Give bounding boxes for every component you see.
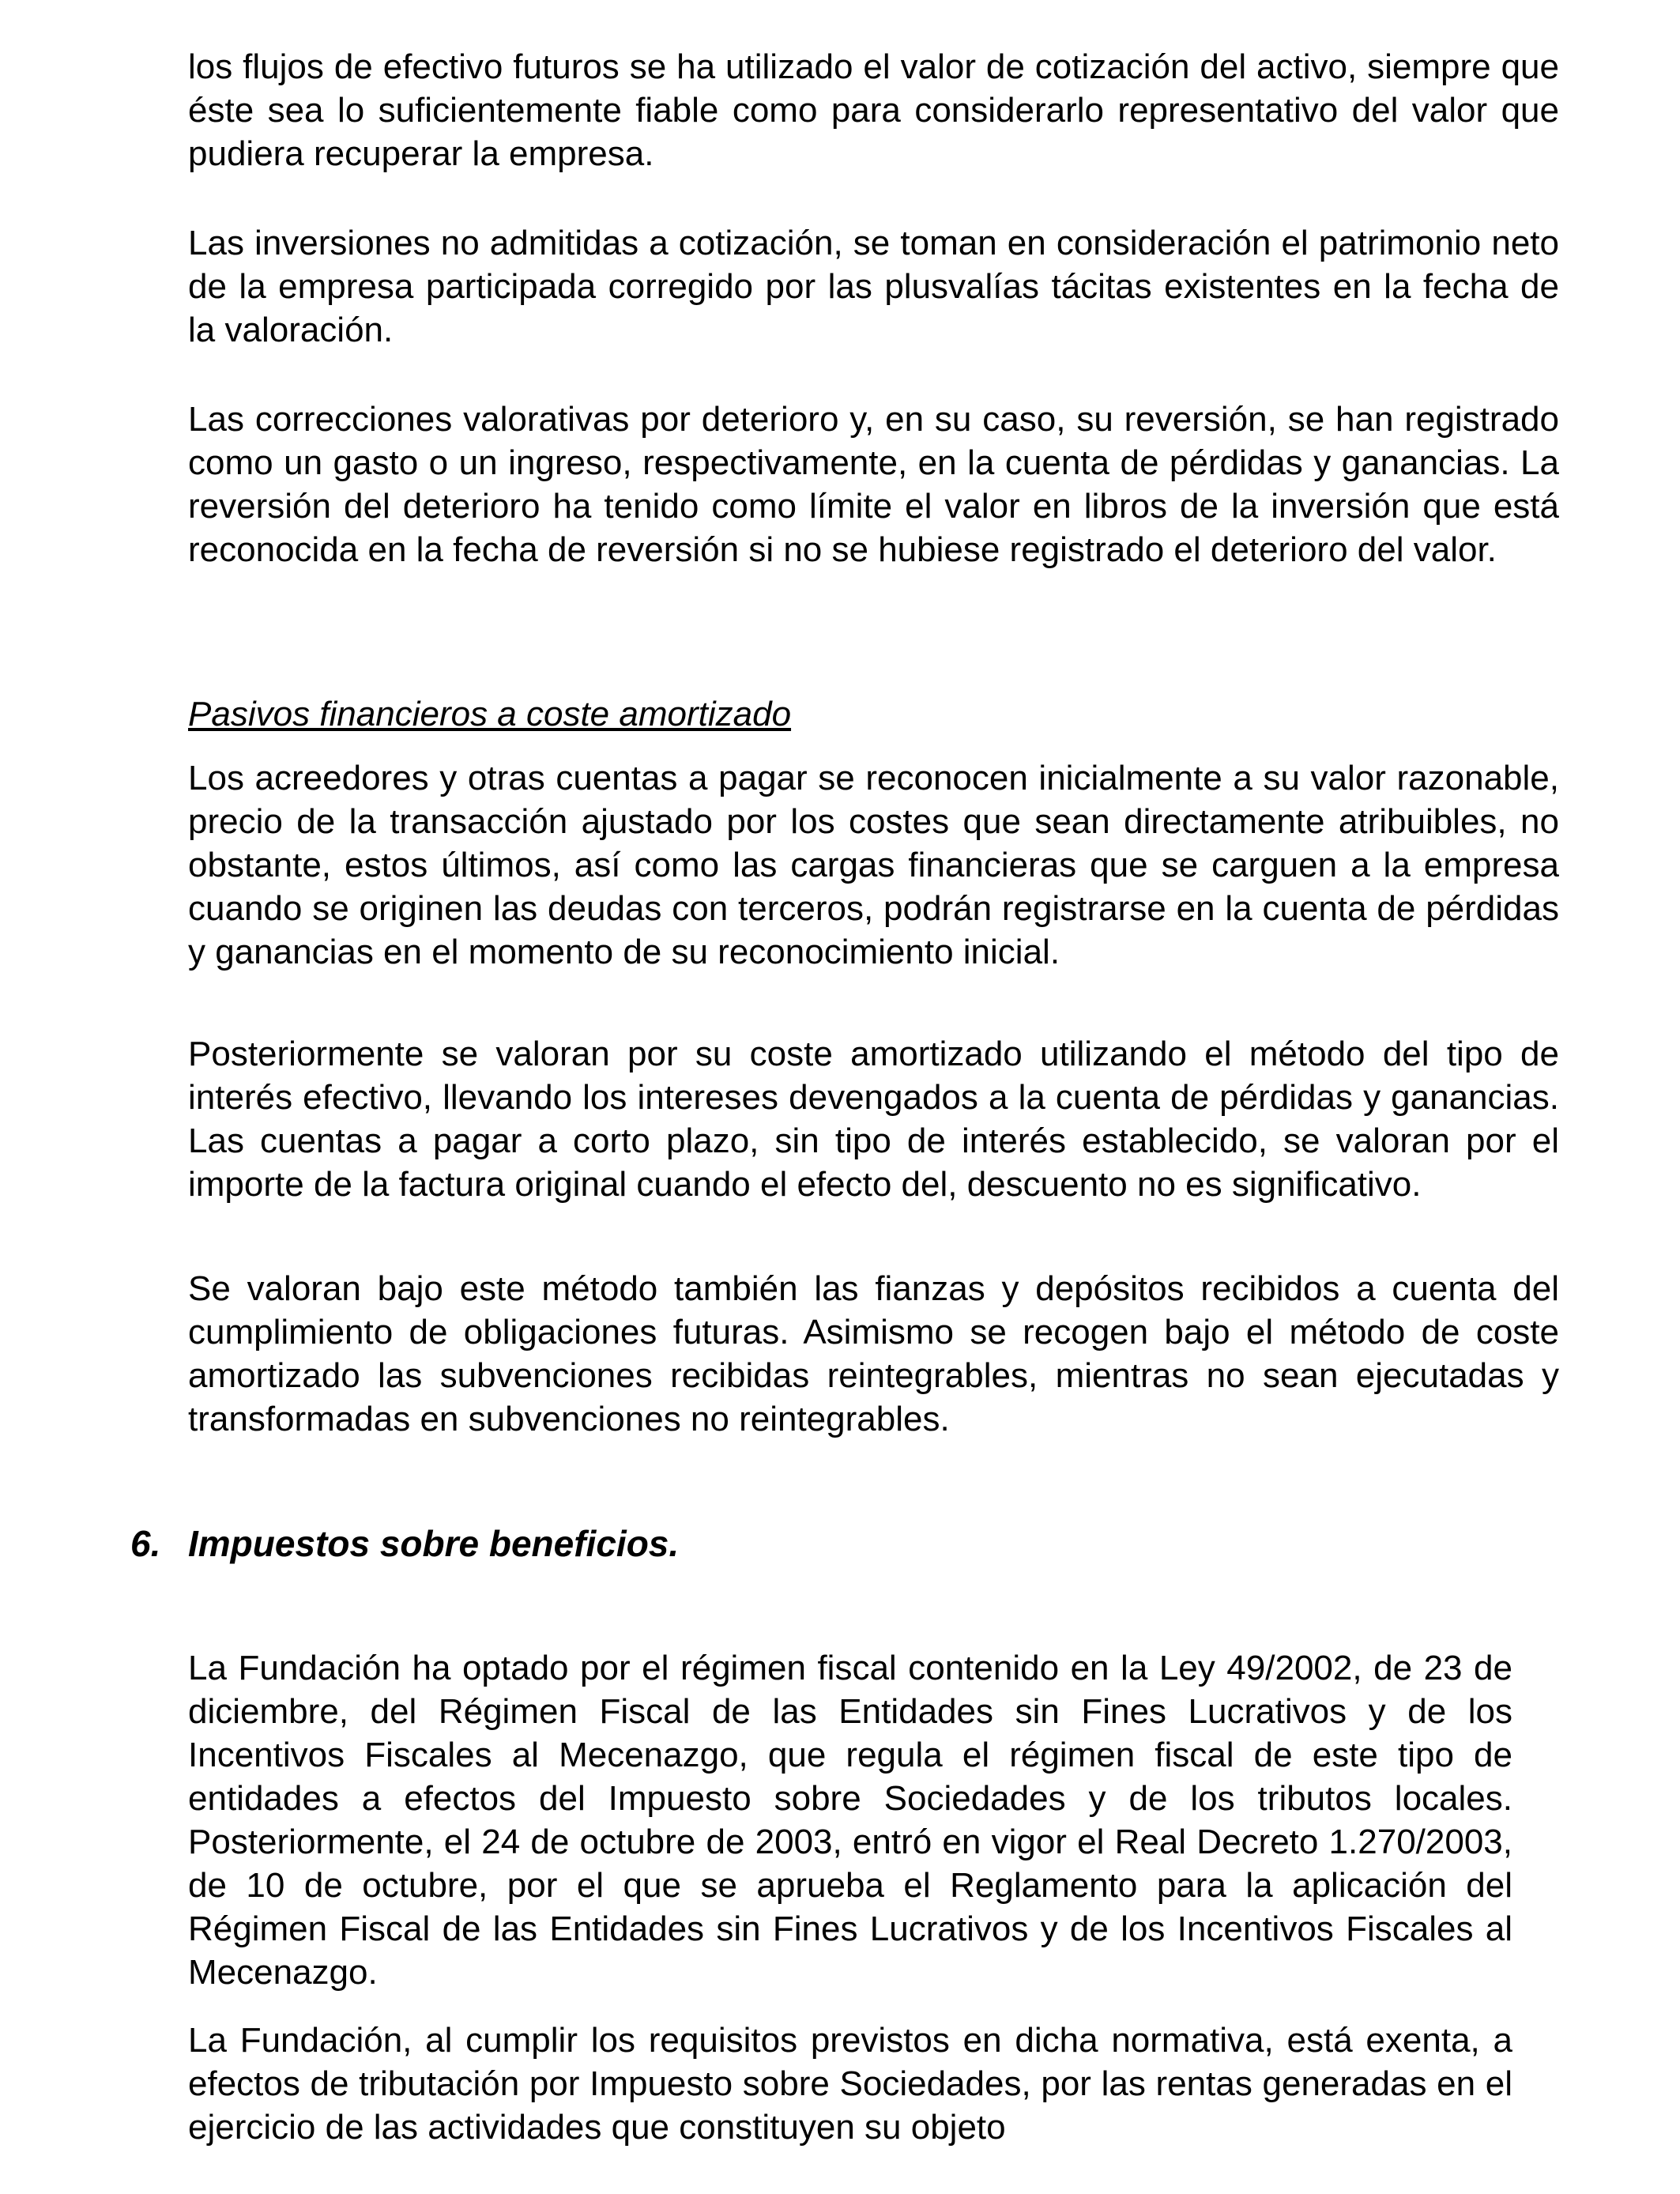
paragraph-deposits-and-grants: Se valoran bajo este método también las fianzas y depósitos recibidos a cuenta del cumplimiento de obligaciones futuras. Asimismo se recogen bajo el método de coste amortizado las subvenciones recibidas reintegrables, mientras no sean ejecutadas y transformadas en subvenciones no reintegrables. xyxy=(188,1269,1559,1438)
paragraph-unlisted-investments: Las inversiones no admitidas a cotización, se toman en consideración el patrimonio neto de la empresa participada corregido por las plusvalías tácitas existentes en la fecha de la valoración. xyxy=(188,224,1559,349)
section-number: 6. xyxy=(130,1523,161,1564)
paragraph-tax-exemption: La Fundación, al cumplir los requisitos previstos en dicha normativa, está exenta, a efectos de tributación por Impuesto sobre Sociedades, por las rentas generadas en el ejercicio de las actividades que constituyen su objeto xyxy=(188,2021,1512,2147)
paragraph-fiscal-regime: La Fundación ha optado por el régimen fiscal contenido en la Ley 49/2002, de 23 de diciembre, del Régimen Fiscal de las Entidades sin Fines Lucrativos y de los Incentivos Fiscales al Mecenazgo, que regula el régimen fiscal de este tipo de entidades a efectos del Impuesto sobre Sociedades y de los tributos locales. Posteriormente, el 24 de octubre de 2003, entró en vigor el Real Decreto 1.270/2003, de 10 de octubre, por el que se aprueba el Reglamento para la aplicación del Régimen Fiscal de las Entidades sin Fines Lucrativos y de los Incentivos Fiscales al Mecenazgo. xyxy=(188,1649,1512,1992)
subheading-financial-liabilities: Pasivos financieros a coste amortizado xyxy=(188,695,792,733)
section-heading-income-tax xyxy=(130,1521,679,1566)
paragraph-impairment-corrections: Las correcciones valorativas por deterioro y, en su caso, su reversión, se han registrado como un gasto o un ingreso, respectivamente, en la cuenta de pérdidas y ganancias. La reversión del deterioro ha tenido como límite el valor en libros de la inversión que está reconocida en la fecha de reversión si no se hubiese registrado el deterioro del valor. xyxy=(188,400,1559,569)
paragraph-amortized-cost-valuation: Posteriormente se valoran por su coste amortizado utilizando el método del tipo de interés efectivo, llevando los intereses devengados a la cuenta de pérdidas y ganancias. Las cuentas a pagar a corto plazo, sin tipo de interés establecido, se valoran por el importe de la factura original cuando el efecto del, descuento no es significativo. xyxy=(188,1035,1559,1204)
paragraph-cash-flows-valuation: los flujos de efectivo futuros se ha utilizado el valor de cotización del activo, siempre que éste sea lo suficientemente fiable como para considerarlo representativo del valor que pudiera recuperar la empresa. xyxy=(188,47,1559,173)
section-title: Impuestos sobre beneficios. xyxy=(188,1523,680,1564)
paragraph-creditors-recognition: Los acreedores y otras cuentas a pagar se reconocen inicialmente a su valor razonable, precio de la transacción ajustado por los costes que sean directamente atribuibles, no obstante, estos últimos, así como las cargas financieras que se carguen a la empresa cuando se originen las deudas con terceros, podrán registrarse en la cuenta de pérdidas y ganancias en el momento de su reconocimiento inicial. xyxy=(188,759,1559,971)
